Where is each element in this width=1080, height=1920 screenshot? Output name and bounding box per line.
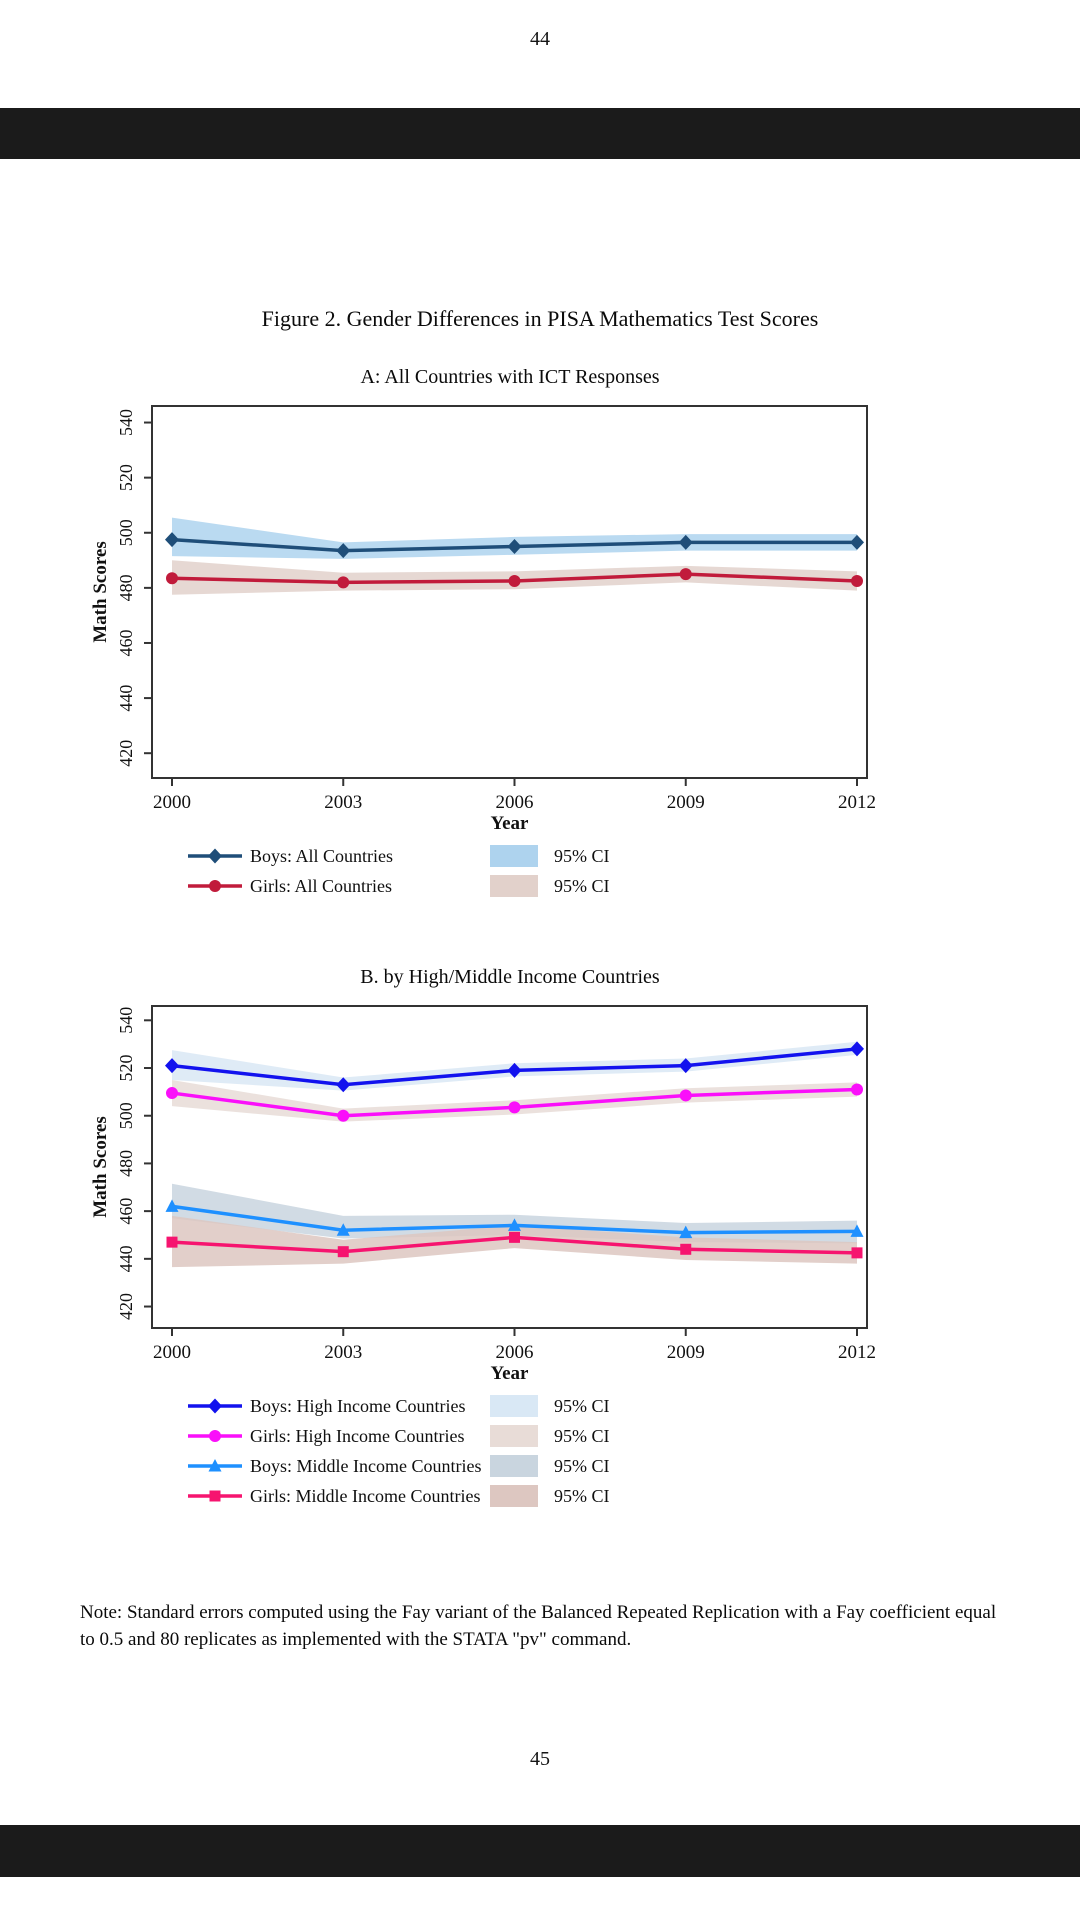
page-number-bottom: 45 <box>530 1748 550 1770</box>
legend-ci-swatch-boys-middle <box>490 1455 538 1477</box>
y-tick-label: 480 <box>116 574 136 602</box>
panel-b <box>0 966 1080 1507</box>
panel-b-legend <box>186 1395 1080 1507</box>
x-tick-label: 2009 <box>666 792 705 813</box>
x-tick-label: 2012 <box>838 1342 876 1363</box>
y-tick-label: 500 <box>116 519 136 547</box>
y-tick-label: 420 <box>116 1293 136 1321</box>
marker-square <box>210 1491 221 1502</box>
y-tick-label: 420 <box>116 739 136 767</box>
legend-ci-swatch-girls-high <box>490 1425 538 1447</box>
marker-circle <box>509 1101 521 1113</box>
marker-circle <box>209 880 221 892</box>
figure-note: Note: Standard errors computed using the Fay variant of the Balanced Repeated Replication with a Fay coefficient equal to 0.5 and 80 replicates as implemented with the STATA "pv" command. <box>80 1602 997 1650</box>
page-break-bar-top <box>0 108 1080 159</box>
legend-ci-label: 95% CI <box>554 876 610 896</box>
marker-diamond <box>208 1399 222 1414</box>
y-tick-label: 440 <box>116 684 136 712</box>
panel-a-title: A: All Countries with ICT Responses <box>360 366 660 388</box>
legend-label: Boys: All Countries <box>250 846 394 866</box>
y-axis-label: Math Scores <box>90 541 111 643</box>
marker-square <box>852 1247 863 1258</box>
y-tick-label: 460 <box>116 629 136 657</box>
y-tick-label: 520 <box>116 1054 136 1082</box>
x-tick-label: 2006 <box>495 792 534 813</box>
legend-line-girls-middle-icon <box>186 1488 244 1504</box>
legend-line-boys-middle-icon <box>186 1458 244 1474</box>
x-axis-label: Year <box>490 1363 529 1383</box>
x-tick-label: 2003 <box>324 1342 363 1363</box>
marker-circle <box>851 1083 863 1095</box>
y-tick-label: 440 <box>116 1245 136 1273</box>
legend-label: Girls: High Income Countries <box>250 1426 465 1446</box>
panel-a <box>0 366 1080 897</box>
legend-line-boys-high-icon <box>186 1398 244 1414</box>
marker-square <box>509 1232 520 1243</box>
marker-circle <box>680 1089 692 1101</box>
marker-circle <box>209 1430 221 1442</box>
panel-a-legend <box>186 845 1080 897</box>
marker-circle <box>166 1087 178 1099</box>
x-tick-label: 2006 <box>495 1342 534 1363</box>
x-tick-label: 2000 <box>153 792 191 813</box>
marker-circle <box>337 1110 349 1122</box>
y-tick-label: 540 <box>116 1006 136 1034</box>
legend-label: Girls: All Countries <box>250 876 393 896</box>
legend-ci-swatch-boys-high <box>490 1395 538 1417</box>
legend-ci-label: 95% CI <box>554 1456 610 1476</box>
marker-square <box>167 1237 178 1248</box>
marker-diamond <box>208 849 222 864</box>
panel-b-chart <box>90 998 880 1383</box>
legend-ci-label: 95% CI <box>554 846 610 866</box>
legend-label: Girls: Middle Income Countries <box>250 1486 481 1506</box>
marker-circle <box>509 575 521 587</box>
y-tick-label: 520 <box>116 464 136 492</box>
legend-label: Boys: High Income Countries <box>250 1396 466 1416</box>
marker-square <box>338 1246 349 1257</box>
legend-ci-swatch-girls-middle <box>490 1485 538 1507</box>
figure-title: Figure 2. Gender Differences in PISA Mathematics Test Scores <box>261 306 819 331</box>
x-tick-label: 2003 <box>324 792 363 813</box>
legend-ci-swatch-boys-all <box>490 845 538 867</box>
x-tick-label: 2009 <box>666 1342 705 1363</box>
panel-a-chart <box>90 398 880 833</box>
legend-line-girls-high-icon <box>186 1428 244 1444</box>
marker-circle <box>166 572 178 584</box>
page-number-top: 44 <box>530 28 550 50</box>
marker-circle <box>680 568 692 580</box>
y-tick-label: 500 <box>116 1102 136 1130</box>
panel-b-title: B. by High/Middle Income Countries <box>360 966 660 988</box>
legend-ci-label: 95% CI <box>554 1486 610 1506</box>
x-axis-label: Year <box>490 813 529 833</box>
marker-circle <box>851 575 863 587</box>
x-tick-label: 2000 <box>153 1342 191 1363</box>
legend-ci-label: 95% CI <box>554 1396 610 1416</box>
y-tick-label: 480 <box>116 1149 136 1177</box>
legend-line-girls-all-icon <box>186 878 244 894</box>
legend-ci-label: 95% CI <box>554 1426 610 1446</box>
y-axis-label: Math Scores <box>90 1116 111 1218</box>
legend-label: Boys: Middle Income Countries <box>250 1456 482 1476</box>
marker-square <box>680 1244 691 1255</box>
page-break-bar-bottom <box>0 1825 1080 1877</box>
legend-line-boys-all-icon <box>186 848 244 864</box>
y-tick-label: 540 <box>116 409 136 437</box>
marker-circle <box>337 576 349 588</box>
legend-ci-swatch-girls-all <box>490 875 538 897</box>
y-tick-label: 460 <box>116 1197 136 1225</box>
x-tick-label: 2012 <box>838 792 876 813</box>
